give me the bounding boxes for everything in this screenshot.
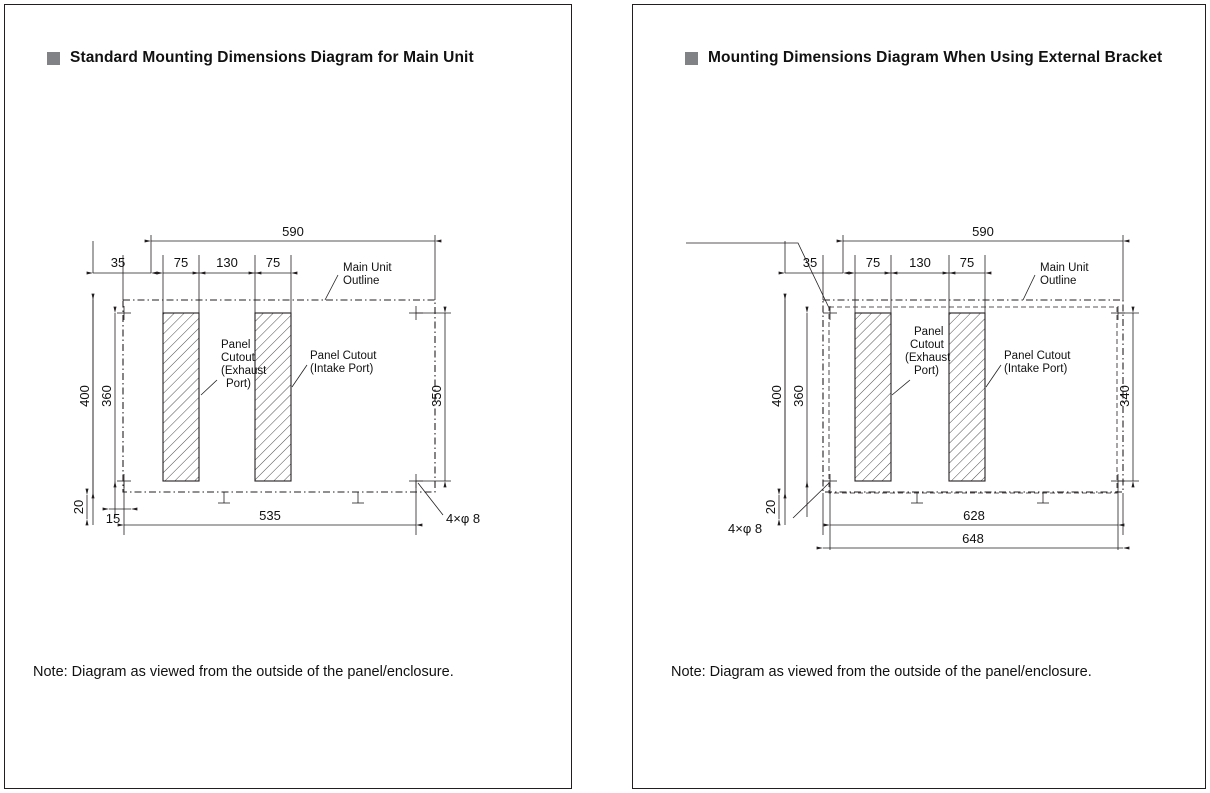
dim-center-gap: 130 xyxy=(909,255,931,270)
dim-right-height: 350 xyxy=(429,385,444,407)
dim-bottom-offset: 20 xyxy=(763,499,778,515)
panel-title: Mounting Dimensions Diagram When Using External Bracket xyxy=(708,49,1163,66)
dim-hole-span-inner: 628 xyxy=(963,508,985,523)
dim-left-offset: 35 xyxy=(802,255,818,270)
dim-overall-height: 400 xyxy=(769,385,784,407)
dim-cutout-width-left: 75 xyxy=(865,255,881,270)
note-external-bracket: Note: Diagram as viewed from the outside of the panel/enclosure. xyxy=(671,664,1092,680)
label-main-unit-outline-line2: Outline xyxy=(343,275,380,287)
diagram-external-bracket-mounting xyxy=(633,195,1205,595)
label-main-unit-outline-line1: Main Unit xyxy=(1040,262,1089,274)
dim-cutout-width-left: 75 xyxy=(173,255,189,270)
note-standard: Note: Diagram as viewed from the outside of the panel/enclosure. xyxy=(33,664,454,680)
panel-standard-mounting xyxy=(4,4,572,789)
dim-right-height: 340 xyxy=(1117,385,1132,407)
dim-hole-span-outer: 648 xyxy=(962,531,984,546)
label-main-unit-outline-line1: Main Unit xyxy=(343,262,392,274)
dim-center-gap: 130 xyxy=(216,255,238,270)
label-main-unit-outline-line2: Outline xyxy=(1040,275,1077,287)
dim-cutout-width-right: 75 xyxy=(959,255,975,270)
diagram-standard-mounting xyxy=(5,195,571,595)
label-cutout-exhaust-line4: Port) xyxy=(914,365,939,377)
dim-bottom-offset: 20 xyxy=(71,499,86,515)
label-mounting-holes: 4×φ 8 xyxy=(446,511,481,526)
panel-cutout-exhaust xyxy=(163,313,199,481)
panel-cutout-intake xyxy=(949,313,985,481)
dim-left-offset: 35 xyxy=(110,255,126,270)
panel-heading-standard xyxy=(47,49,474,67)
label-cutout-intake-line2: (Intake Port) xyxy=(1004,363,1068,375)
label-cutout-intake-line1: Panel Cutout xyxy=(1004,350,1071,362)
label-mounting-holes: 4×φ 8 xyxy=(728,521,763,536)
label-cutout-exhaust-line3: (Exhaust xyxy=(221,365,267,377)
heading-marker-icon xyxy=(685,52,698,65)
panel-heading-external-bracket xyxy=(685,49,1162,67)
panel-cutout-intake xyxy=(255,313,291,481)
heading-marker-icon xyxy=(47,52,60,65)
label-cutout-exhaust-line1: Panel xyxy=(914,326,944,338)
label-cutout-exhaust-line3: (Exhaust xyxy=(905,352,951,364)
panel-external-bracket-mounting xyxy=(632,4,1206,789)
label-cutout-exhaust-line2: Cutout xyxy=(221,352,255,364)
dim-inner-height: 360 xyxy=(99,385,114,407)
panel-cutout-exhaust xyxy=(855,313,891,481)
dim-bottom-offset-2: 15 xyxy=(105,511,121,526)
panel-title: Standard Mounting Dimensions Diagram for Main Unit xyxy=(70,49,474,66)
dim-overall-width: 590 xyxy=(282,224,304,239)
label-cutout-intake-line2: (Intake Port) xyxy=(310,363,374,375)
dim-overall-height: 400 xyxy=(77,385,92,407)
dim-cutout-width-right: 75 xyxy=(265,255,281,270)
label-cutout-exhaust-line1: Panel xyxy=(221,339,251,351)
dim-overall-width: 590 xyxy=(972,224,994,239)
dim-hole-span: 535 xyxy=(259,508,281,523)
label-cutout-intake-line1: Panel Cutout xyxy=(310,350,377,362)
label-cutout-exhaust-line2: Cutout xyxy=(910,339,944,351)
dim-inner-height: 360 xyxy=(791,385,806,407)
label-cutout-exhaust-line4: Port) xyxy=(226,378,251,390)
